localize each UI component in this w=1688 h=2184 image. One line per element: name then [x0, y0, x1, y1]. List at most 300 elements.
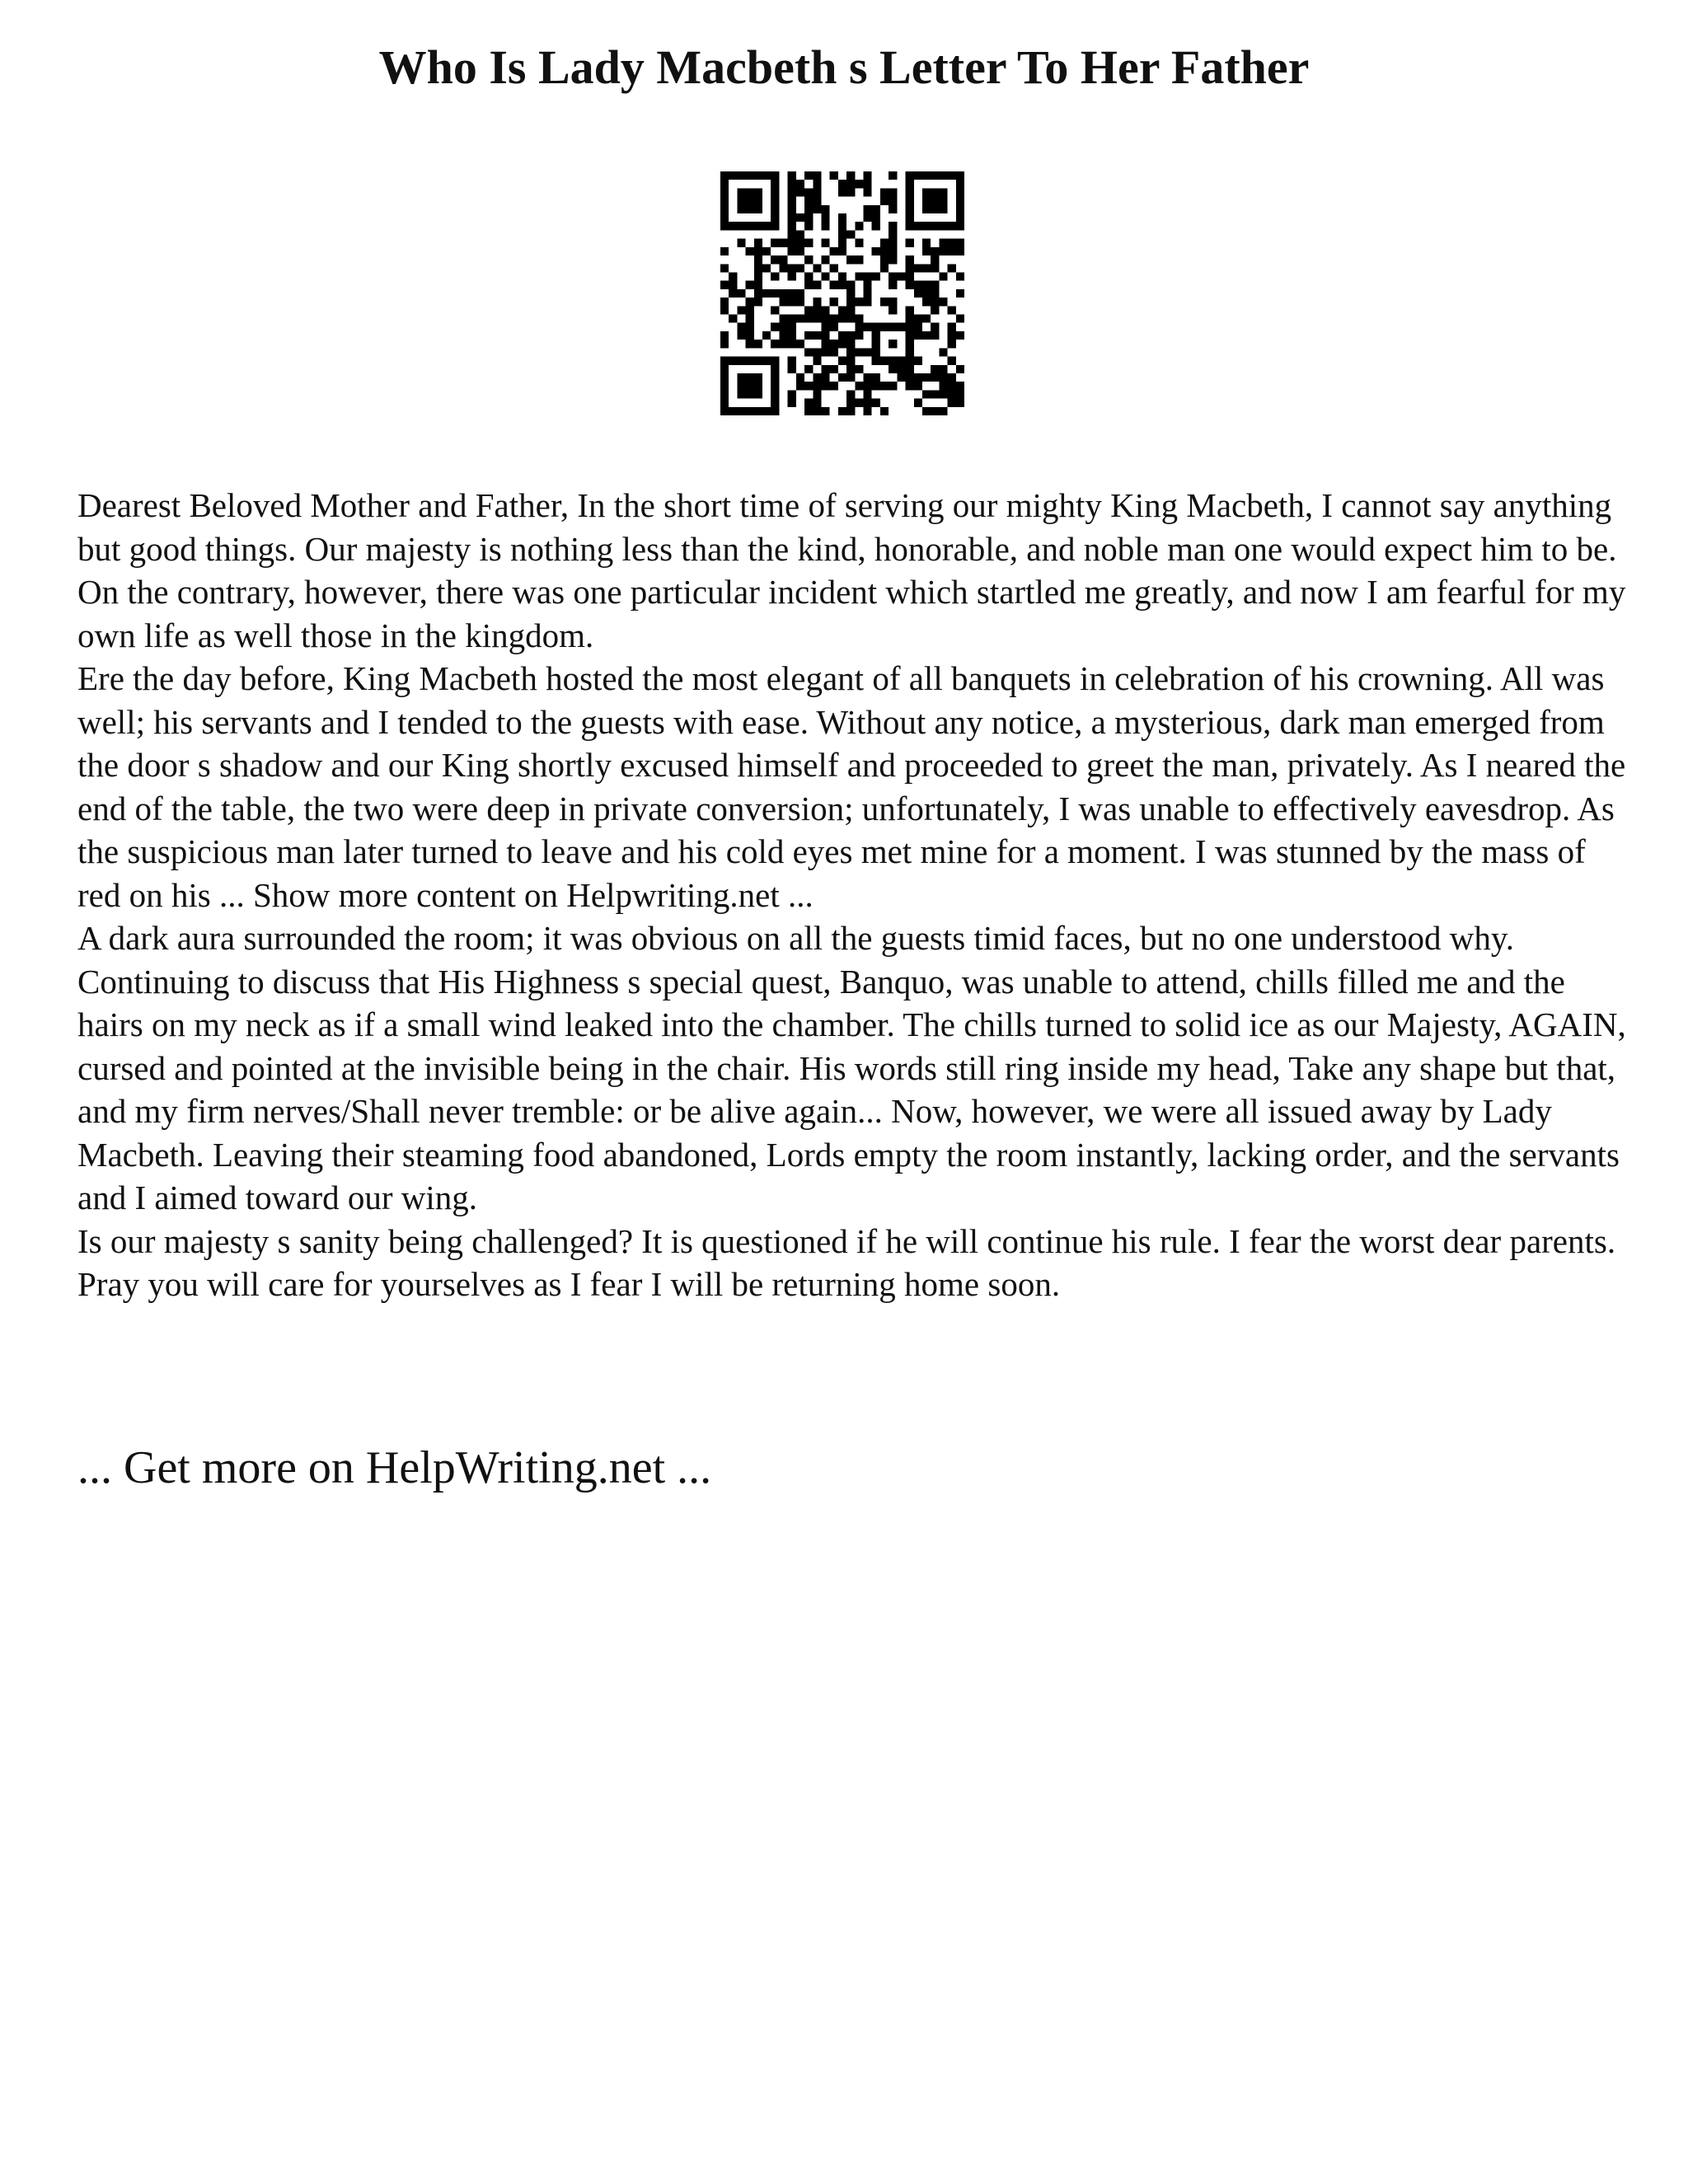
qr-module: [754, 298, 762, 306]
qr-module: [788, 390, 796, 398]
qr-module: [956, 289, 964, 298]
qr-module: [720, 340, 729, 348]
qr-module: [771, 222, 779, 230]
qr-module: [796, 315, 804, 323]
qr-module: [746, 315, 754, 323]
qr-module: [855, 382, 863, 390]
qr-module: [922, 298, 931, 306]
qr-module: [754, 255, 762, 264]
qr-module: [821, 272, 829, 280]
qr-module: [720, 298, 729, 306]
qr-module: [906, 306, 914, 314]
qr-module: [939, 205, 947, 213]
qr-module: [956, 247, 964, 255]
qr-module: [855, 272, 863, 280]
qr-module: [830, 382, 838, 390]
qr-module: [737, 188, 745, 196]
qr-module: [796, 188, 804, 196]
qr-module: [948, 390, 956, 398]
qr-module: [804, 281, 813, 289]
qr-module: [729, 222, 737, 230]
qr-module: [846, 298, 855, 306]
qr-module: [880, 407, 889, 415]
qr-module: [729, 272, 737, 280]
page-title: Who Is Lady Macbeth s Letter To Her Father: [378, 40, 1310, 94]
paragraph-3: A dark aura surrounded the room; it was obvious on all the guests timid faces, but no one understood why. Continuing to discuss that His Highness s special quest, Banquo, was unable to attend, chills filled me and the hairs on my neck as if a small wind leaked into the chamber. The chills turned to solid ice as our Majesty, AGAIN, cursed and pointed at the invisible being in the chair. His words still ring inside my head, Take any shape but that, and my firm nerves/Shall never tremble: or be alive again... Now, however, we were all issued away by Lady Macbeth. Leaving their steaming food abandoned, Lords empty the room instantly, lacking order, and the servants and I aimed toward our wing.: [77, 919, 1626, 1216]
qr-module: [939, 365, 947, 373]
qr-module: [746, 171, 754, 180]
qr-module: [762, 331, 771, 340]
qr-module: [788, 272, 796, 280]
qr-module: [906, 255, 914, 264]
qr-module: [804, 331, 813, 340]
qr-module: [931, 373, 939, 382]
qr-module: [956, 222, 964, 230]
qr-module: [846, 255, 855, 264]
qr-module: [796, 289, 804, 298]
qr-module: [939, 272, 947, 280]
qr-module: [788, 171, 796, 180]
qr-module: [880, 188, 889, 196]
qr-module: [720, 197, 729, 205]
qr-module: [729, 407, 737, 415]
qr-module: [788, 264, 796, 272]
qr-module: [846, 365, 855, 373]
qr-module: [813, 298, 821, 306]
qr-module: [889, 222, 897, 230]
qr-module: [779, 323, 787, 331]
qr-module: [746, 331, 754, 340]
qr-module: [906, 348, 914, 356]
qr-module: [838, 188, 846, 196]
qr-module: [931, 323, 939, 331]
qr-module: [914, 323, 922, 331]
qr-module: [931, 264, 939, 272]
qr-module: [788, 188, 796, 196]
qr-module: [720, 264, 729, 272]
qr-module: [754, 289, 762, 298]
qr-module: [737, 289, 745, 298]
qr-module: [880, 255, 889, 264]
qr-module: [864, 382, 872, 390]
qr-module: [779, 289, 787, 298]
qr-module: [737, 171, 745, 180]
qr-module: [737, 331, 745, 340]
qr-module: [922, 390, 931, 398]
qr-module: [906, 340, 914, 348]
qr-module: [746, 382, 754, 390]
qr-module: [897, 272, 905, 280]
qr-module: [956, 180, 964, 188]
qr-module: [796, 180, 804, 188]
qr-module: [880, 382, 889, 390]
qr-module: [771, 239, 779, 247]
qr-module: [897, 357, 905, 365]
qr-module: [931, 281, 939, 289]
qr-module: [746, 188, 754, 196]
qr-module: [788, 205, 796, 213]
qr-module: [796, 247, 804, 255]
qr-module: [939, 407, 947, 415]
qr-module: [813, 357, 821, 365]
qr-module: [948, 340, 956, 348]
qr-module: [864, 281, 872, 289]
qr-module: [762, 289, 771, 298]
qr-module: [889, 365, 897, 373]
qr-module: [956, 205, 964, 213]
qr-module: [746, 323, 754, 331]
qr-module: [855, 239, 863, 247]
qr-module: [813, 399, 821, 407]
qr-module: [804, 197, 813, 205]
qr-module: [720, 399, 729, 407]
qr-module: [788, 298, 796, 306]
qr-module: [838, 239, 846, 247]
qr-module: [771, 171, 779, 180]
qr-module: [804, 365, 813, 373]
qr-module: [804, 407, 813, 415]
qr-module: [746, 197, 754, 205]
qr-module: [813, 348, 821, 356]
qr-module: [830, 171, 838, 180]
qr-module: [720, 205, 729, 213]
qr-module: [880, 197, 889, 205]
qr-module: [914, 357, 922, 365]
qr-module: [922, 373, 931, 382]
qr-module: [804, 205, 813, 213]
qr-module: [779, 298, 787, 306]
qr-module: [922, 171, 931, 180]
qr-module: [804, 315, 813, 323]
qr-module: [880, 264, 889, 272]
qr-module: [838, 180, 846, 188]
qr-module: [948, 247, 956, 255]
qr-module: [720, 407, 729, 415]
qr-module: [939, 373, 947, 382]
qr-module: [889, 205, 897, 213]
qr-module: [880, 298, 889, 306]
qr-module: [872, 331, 880, 340]
qr-module: [771, 255, 779, 264]
qr-module: [830, 247, 838, 255]
qr-module: [796, 213, 804, 222]
qr-module: [889, 247, 897, 255]
qr-module: [838, 340, 846, 348]
qr-module: [922, 188, 931, 196]
qr-module: [906, 171, 914, 180]
qr-module: [754, 188, 762, 196]
qr-module: [889, 340, 897, 348]
paragraph-4: Is our majesty s sanity being challenged? It is questioned if he will continue his rule. I fear the worst dear parents. Pray you will care for yourselves as I fear I will be returning home soon.: [77, 1221, 1616, 1303]
qr-module: [779, 315, 787, 323]
qr-module: [838, 331, 846, 340]
qr-module: [729, 171, 737, 180]
qr-module: [914, 315, 922, 323]
qr-module: [796, 382, 804, 390]
qr-module: [762, 407, 771, 415]
qr-module: [737, 197, 745, 205]
qr-module: [931, 331, 939, 340]
qr-module: [746, 390, 754, 398]
qr-module: [880, 357, 889, 365]
qr-module: [771, 340, 779, 348]
qr-module: [922, 331, 931, 340]
qr-module: [737, 306, 745, 314]
qr-module: [939, 171, 947, 180]
qr-module: [746, 340, 754, 348]
qr-module: [872, 222, 880, 230]
qr-module: [922, 197, 931, 205]
qr-module: [889, 230, 897, 238]
qr-module: [720, 188, 729, 196]
qr-module: [846, 306, 855, 314]
qr-module: [846, 180, 855, 188]
qr-module: [838, 230, 846, 238]
qr-module: [779, 331, 787, 340]
qr-module: [813, 180, 821, 188]
qr-module: [864, 390, 872, 398]
qr-module: [788, 340, 796, 348]
qr-module: [872, 399, 880, 407]
qr-module: [948, 306, 956, 314]
qr-module: [897, 365, 905, 373]
qr-module: [754, 281, 762, 289]
qr-module: [729, 315, 737, 323]
qr-module: [864, 205, 872, 213]
qr-module: [948, 373, 956, 382]
qr-module: [906, 197, 914, 205]
qr-module: [864, 407, 872, 415]
qr-module: [897, 323, 905, 331]
qr-module: [872, 357, 880, 365]
get-more-link[interactable]: ... Get more on HelpWriting.net ...: [77, 1442, 712, 1493]
qr-module: [771, 399, 779, 407]
qr-module: [720, 281, 729, 289]
qr-module: [830, 323, 838, 331]
qr-module: [948, 239, 956, 247]
qr-module: [956, 197, 964, 205]
qr-module: [838, 373, 846, 382]
qr-module: [813, 382, 821, 390]
qr-module: [846, 340, 855, 348]
qr-module: [788, 323, 796, 331]
qr-module: [754, 373, 762, 382]
qr-module: [914, 281, 922, 289]
qr-module: [931, 306, 939, 314]
qr-module: [796, 264, 804, 272]
qr-module: [796, 230, 804, 238]
qr-module: [931, 222, 939, 230]
qr-module: [906, 213, 914, 222]
qr-module: [804, 348, 813, 356]
qr-module: [720, 213, 729, 222]
qr-module: [754, 239, 762, 247]
qr-module: [931, 171, 939, 180]
qr-module: [762, 222, 771, 230]
qr-module: [746, 247, 754, 255]
qr-module: [754, 222, 762, 230]
qr-module: [813, 281, 821, 289]
qr-module: [788, 230, 796, 238]
qr-module: [788, 365, 796, 373]
qr-module: [931, 255, 939, 264]
qr-module: [762, 171, 771, 180]
qr-module: [872, 272, 880, 280]
qr-module: [796, 373, 804, 382]
qr-module: [922, 407, 931, 415]
qr-module: [838, 222, 846, 230]
qr-module: [771, 289, 779, 298]
qr-module: [914, 289, 922, 298]
qr-module: [830, 365, 838, 373]
qr-module: [914, 331, 922, 340]
qr-module: [922, 239, 931, 247]
qr-module: [922, 222, 931, 230]
qr-module: [914, 399, 922, 407]
qr-module: [838, 306, 846, 314]
qr-module: [939, 197, 947, 205]
qr-module: [906, 180, 914, 188]
qr-module: [779, 255, 787, 264]
qr-module: [855, 348, 863, 356]
qr-module: [855, 222, 863, 230]
qr-module: [939, 247, 947, 255]
qr-module: [914, 171, 922, 180]
qr-module: [931, 390, 939, 398]
qr-module: [779, 264, 787, 272]
qr-module: [813, 197, 821, 205]
qr-module: [746, 357, 754, 365]
qr-module: [746, 281, 754, 289]
qr-module: [788, 331, 796, 340]
qr-module: [788, 289, 796, 298]
qr-module: [737, 323, 745, 331]
qr-module: [939, 298, 947, 306]
qr-module: [771, 272, 779, 280]
qr-module: [746, 205, 754, 213]
qr-module: [720, 222, 729, 230]
qr-module: [880, 247, 889, 255]
qr-module: [889, 272, 897, 280]
qr-module: [796, 298, 804, 306]
qr-module: [821, 306, 829, 314]
qr-module: [939, 390, 947, 398]
qr-module: [737, 373, 745, 382]
qr-module: [754, 357, 762, 365]
qr-module: [846, 399, 855, 407]
qr-module: [948, 331, 956, 340]
qr-module: [914, 373, 922, 382]
qr-module: [939, 222, 947, 230]
qr-module: [956, 171, 964, 180]
qr-module: [813, 407, 821, 415]
qr-module: [813, 171, 821, 180]
qr-module: [737, 382, 745, 390]
qr-module: [771, 323, 779, 331]
qr-module: [720, 365, 729, 373]
qr-module: [821, 365, 829, 373]
qr-module: [821, 348, 829, 356]
qr-module: [746, 298, 754, 306]
qr-module: [813, 188, 821, 196]
paragraph-2: Ere the day before, King Macbeth hosted the most elegant of all banquets in celebration of his crowning. All was well; his servants and I tended to the guests with ease. Without any notice, a mysterious, dark man emerged from the door s shadow and our King shortly excused himself and proceeded to greet the man, privately. As I neared the end of the table, the two were deep in private conversion; unfortunately, I was unable to effectively eavesdrop. As the suspicious man later turned to leave and his cold eyes met mine for a moment. I was stunned by the mass of red on his ... Show more content on Helpwriting.net ...: [77, 659, 1626, 914]
qr-module: [830, 298, 838, 306]
qr-module: [788, 213, 796, 222]
qr-module: [864, 213, 872, 222]
qr-module: [788, 180, 796, 188]
qr-module: [880, 239, 889, 247]
qr-module: [838, 407, 846, 415]
qr-module: [931, 247, 939, 255]
qr-module: [922, 289, 931, 298]
qr-module: [846, 331, 855, 340]
qr-module: [729, 357, 737, 365]
qr-module: [737, 407, 745, 415]
qr-module: [855, 365, 863, 373]
qr-module: [754, 197, 762, 205]
qr-module: [906, 373, 914, 382]
qr-module: [830, 281, 838, 289]
qr-module: [864, 399, 872, 407]
qr-module: [906, 323, 914, 331]
qr-module: [846, 171, 855, 180]
qr-module: [872, 348, 880, 356]
qr-module: [939, 188, 947, 196]
qr-module: [771, 407, 779, 415]
qr-module: [821, 373, 829, 382]
qr-module: [931, 407, 939, 415]
qr-module: [922, 205, 931, 213]
qr-module: [939, 239, 947, 247]
qr-module: [821, 331, 829, 340]
qr-module: [948, 264, 956, 272]
qr-module: [788, 357, 796, 365]
qr-module: [956, 331, 964, 340]
qr-module: [889, 306, 897, 314]
qr-module: [838, 315, 846, 323]
qr-module: [729, 281, 737, 289]
qr-module: [804, 213, 813, 222]
qr-module: [838, 281, 846, 289]
qr-module: [956, 399, 964, 407]
qr-code-icon: [720, 171, 964, 415]
qr-module: [830, 264, 838, 272]
qr-module: [906, 239, 914, 247]
qr-module: [897, 373, 905, 382]
qr-module: [872, 213, 880, 222]
qr-module: [855, 331, 863, 340]
qr-module: [813, 373, 821, 382]
qr-module: [830, 315, 838, 323]
qr-module: [720, 373, 729, 382]
qr-module: [720, 390, 729, 398]
qr-module: [754, 264, 762, 272]
qr-module: [889, 357, 897, 365]
qr-module: [922, 247, 931, 255]
qr-module: [846, 188, 855, 196]
qr-module: [956, 390, 964, 398]
qr-module: [771, 390, 779, 398]
qr-module: [720, 306, 729, 314]
qr-module: [956, 213, 964, 222]
qr-module: [872, 247, 880, 255]
qr-module: [720, 171, 729, 180]
qr-module: [864, 180, 872, 188]
qr-module: [956, 315, 964, 323]
qr-module: [720, 357, 729, 365]
qr-module: [813, 390, 821, 398]
qr-module: [889, 239, 897, 247]
